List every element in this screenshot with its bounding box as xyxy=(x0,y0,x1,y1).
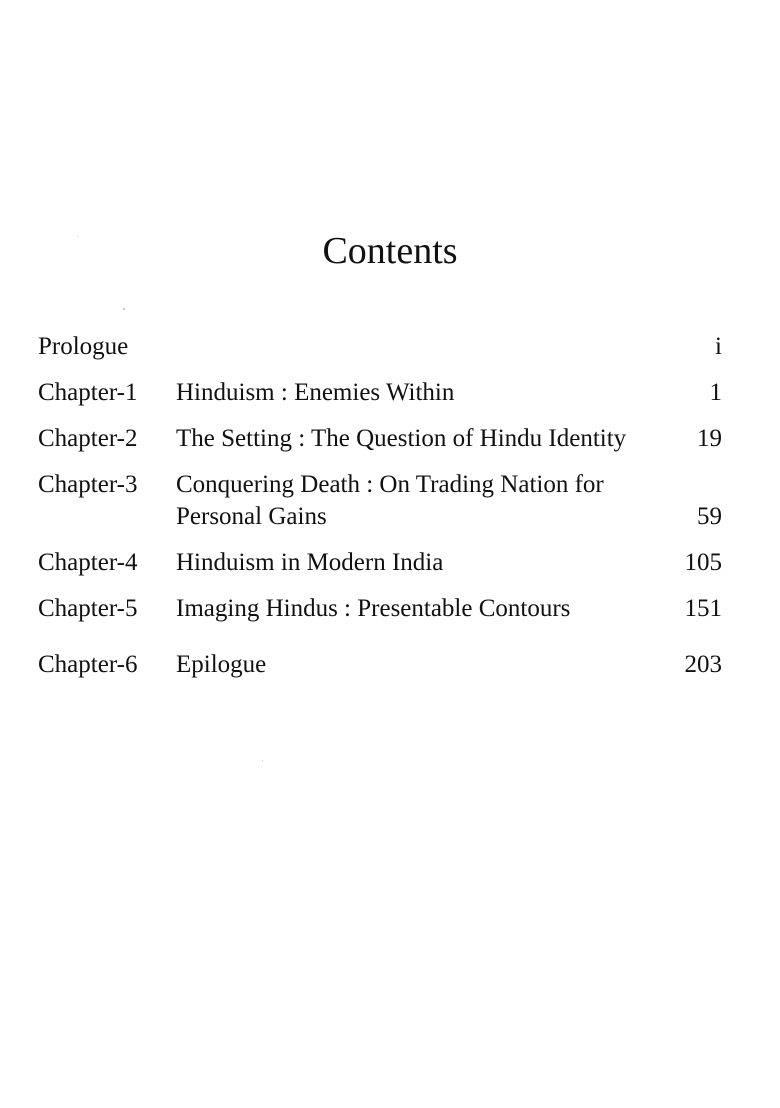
toc-entry-title xyxy=(176,547,443,579)
toc-entry-title-line: The Setting : The Question of Hindu Identity xyxy=(176,425,627,452)
toc-entry-label: Chapter-5 xyxy=(38,595,138,622)
toc-entry-label: Prologue xyxy=(38,333,129,360)
toc-entry-label: Chapter-4 xyxy=(38,549,138,576)
toc-entry-page: 105 xyxy=(684,549,722,576)
toc-entry-label: Chapter-2 xyxy=(38,425,138,452)
toc-entry-title xyxy=(176,423,626,455)
toc-entry-title xyxy=(176,593,570,625)
paper-speck xyxy=(262,760,263,761)
toc-entry-title-line: Epilogue xyxy=(176,651,267,678)
toc-entry-title xyxy=(176,377,454,409)
toc-entry-label: Chapter-1 xyxy=(38,379,138,406)
toc-entry-page: 59 xyxy=(697,503,722,530)
toc-entry-title-line: Hinduism in Modern India xyxy=(176,549,444,576)
toc-entry-title-line: Personal Gains xyxy=(176,503,327,530)
paper-speck xyxy=(77,236,78,237)
toc-entry-title-line: Imaging Hindus : Presentable Contours xyxy=(176,595,571,622)
toc-entry-page: 1 xyxy=(709,379,722,406)
toc-entry-title xyxy=(176,649,266,681)
toc-entry-page: 19 xyxy=(697,425,722,452)
toc-entry-title-line: Conquering Death : On Trading Nation for xyxy=(176,471,604,498)
toc-entry-page: 203 xyxy=(684,651,722,678)
page-title: Contents xyxy=(322,230,458,272)
toc-entry-page: i xyxy=(715,333,722,360)
toc-entry-label: Chapter-3 xyxy=(38,471,138,498)
toc-entry-title-line: Hinduism : Enemies Within xyxy=(176,379,455,406)
toc-entry-title xyxy=(176,469,604,533)
toc-entry-page: 151 xyxy=(684,595,722,622)
toc-entry-label: Chapter-6 xyxy=(38,651,138,678)
paper-speck xyxy=(123,308,125,310)
